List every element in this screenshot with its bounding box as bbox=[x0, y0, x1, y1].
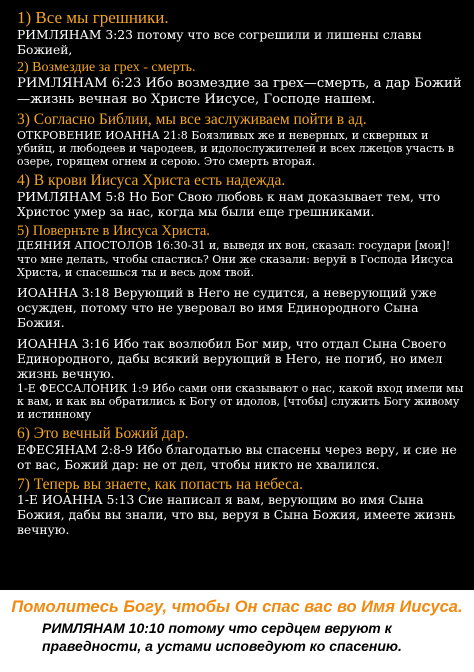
verse-ref: ЕФЕСЯНАМ 2:8-9 bbox=[17, 442, 133, 457]
verse-text: Сие написал я вам, верующим во имя Сына Божия, дабы вы знали, что вы, веруя в Сына Божия, имеете жизнь вечную. bbox=[17, 493, 456, 538]
footer-verse: РИМЛЯНАМ 10:10 потому что сердцем веруют к праведности, а устами исповедуют ко спасению. bbox=[42, 620, 402, 654]
verse-text: Но Бог Свою любовь к нам доказывает тем, что Христос умер за нас, когда мы были еще грешниками. bbox=[17, 189, 441, 219]
verse-1-john-5-13 bbox=[17, 493, 465, 538]
tract-content bbox=[17, 6, 465, 538]
heading-6: 6) Это вечный Божий дар. bbox=[17, 424, 189, 442]
heading-5: 5) Повернъте в Иисуса Христа. bbox=[17, 222, 210, 239]
verse-romans-6-23 bbox=[17, 76, 465, 108]
verse-ref: РИМЛЯНАМ 3:23 bbox=[17, 27, 133, 42]
verse-romans-3-23 bbox=[17, 28, 465, 58]
verse-romans-5-8 bbox=[17, 190, 465, 220]
verse-ref: 1-Е ИОАННА 5:13 bbox=[17, 493, 135, 508]
verse-ref: 1-Е ФЕССАЛОНИК 1:9 bbox=[17, 381, 149, 395]
heading-2: 2) Возмездие за грех - смерть. bbox=[17, 59, 196, 75]
verse-acts-16-30 bbox=[17, 239, 465, 279]
verse-revelation-21-8 bbox=[17, 129, 465, 169]
verse-ref: ОТКРОВЕНИЕ ИОАННА 21:8 bbox=[17, 128, 188, 142]
verse-ref: РИМЛЯНАМ 5:8 bbox=[17, 189, 126, 204]
verse-1-thess-1-9 bbox=[17, 382, 465, 422]
verse-john-3-18 bbox=[17, 286, 465, 331]
verse-ref: ИОАННА 3:16 bbox=[17, 336, 110, 351]
verse-text: и, выведя их вон, сказал: государи [мои]! что мне делать, чтобы спастись? Они же сказали: веруй в Господа Иисуса Христа, и спасешься ты и весь дом твой. bbox=[17, 239, 454, 280]
verse-text: Ибо возмездие за грех—смерть, а дар Божий—жизнь вечная во Христе Иисусе, Господе нашем. bbox=[17, 75, 462, 107]
heading-4: 4) В крови Иисуса Христа есть надежда. bbox=[17, 171, 286, 189]
verse-text: Ибо благодатью вы спасены через веру, и сие не от вас, Божий дар: не от дел, чтобы никто не хвалился. bbox=[17, 442, 457, 472]
verse-ref: РИМЛЯНАМ 6:23 bbox=[17, 75, 142, 91]
heading-1: 1) Все мы грешники. bbox=[17, 8, 169, 27]
verse-eph-2-8 bbox=[17, 443, 465, 473]
verse-text: Боязливых же и неверных, и скверных и убийц, и любодеев и чародеев, и идолослужителей и всех лжецов участь в озере, горящем огнем и серою. Это смерть вторая. bbox=[17, 128, 455, 169]
verse-ref: ИОАННА 3:18 bbox=[17, 285, 110, 300]
prayer-footer bbox=[0, 590, 474, 672]
heading-7: 7) Теперь вы знаете, как попасть на небеса. bbox=[17, 475, 303, 493]
verse-john-3-16 bbox=[17, 337, 465, 382]
verse-text: Верующий в Него не судится, а неверующий уже осужден, потому что не уверовал во имя Единородного Сына Божия. bbox=[17, 285, 437, 330]
prayer-line: Помолитесь Богу, чтобы Он спас вас во Имя Иисуса. bbox=[11, 598, 463, 616]
heading-3: 3) Согласно Библии, мы все заслуживаем пойти в ад. bbox=[17, 110, 367, 128]
verse-text: Ибо так возлюбил Бог мир, что отдал Сына Своего Единородного, дабы всякий верующий в Него, не погиб, но имел жизнь вечную. bbox=[17, 336, 447, 381]
verse-ref: ДЕЯНИЯ АПОСТОЛОВ 16:30-31 bbox=[17, 239, 206, 253]
verse-text: потому что все согрешили и лишены славы Божией, bbox=[17, 27, 422, 57]
verse-text: Ибо сами они сказывают о нас, какой вход имели мы к вам, и как вы обратились к Богу от идолов, [чтобы] служить Богу живому и истинному bbox=[17, 381, 464, 422]
